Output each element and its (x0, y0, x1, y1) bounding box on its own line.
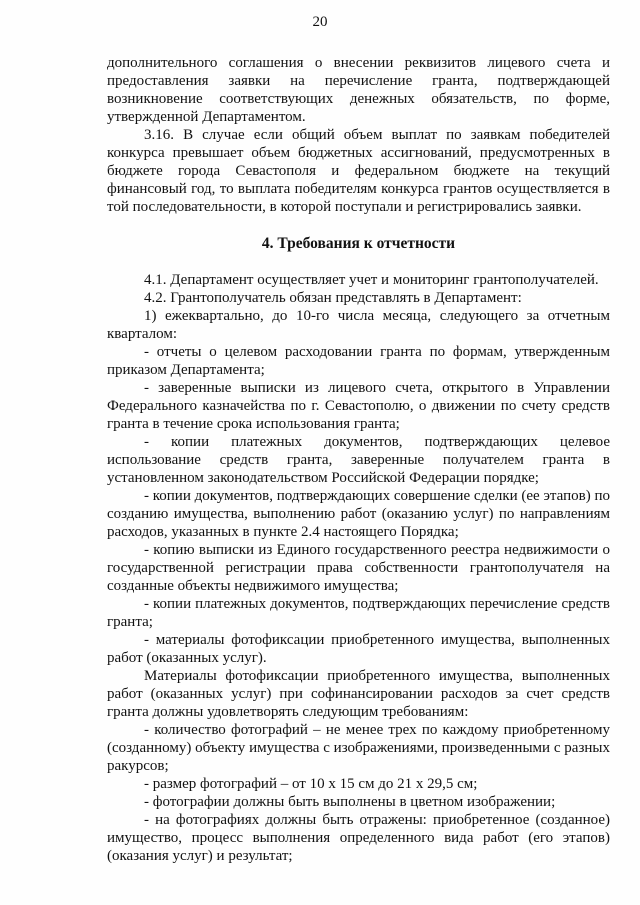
paragraph: - размер фотографий – от 10 х 15 см до 21 х 29,5 см; (144, 776, 478, 792)
paragraph: - на фотографиях должны быть отражены: приобретенное (созданное) имущество, процесс выполнения определенного вида работ (его этапов) (оказания услуг) и результат; (107, 812, 610, 864)
paragraph: - заверенные выписки из лицевого счета, открытого в Управлении Федерального казначейства по г. Севастополю, о движении по счету средств гранта в течение срока использования гранта; (107, 380, 610, 432)
page-number: 20 (312, 14, 328, 30)
paragraph: - материалы фотофиксации приобретенного имущества, выполненных работ (оказанных услуг). (107, 632, 610, 666)
document-body (107, 54, 610, 865)
paragraphs-before (107, 54, 610, 216)
paragraph: дополнительного соглашения о внесении реквизитов лицевого счета и предоставления заявки на перечисление гранта, подтверждающей возникновение соответствующих денежных обязательств, по форме, утвержденной Департаментом. (107, 55, 610, 125)
paragraph: 4.1. Департамент осуществляет учет и мониторинг грантополучателей. (144, 272, 599, 288)
paragraph: Материалы фотофиксации приобретенного имущества, выполненных работ (оказанных услуг) при софинансировании расходов за счет средств гранта должны удовлетворять следующим требованиям: (107, 668, 610, 720)
paragraph: - копии документов, подтверждающих совершение сделки (ее этапов) по созданию имущества, выполнению работ (оказанию услуг) по направлениям расходов, указанных в пункте 2.4 настоящего Порядка; (107, 488, 610, 540)
paragraph: - копию выписки из Единого государственного реестра недвижимости о государственной регистрации права собственности грантополучателя на созданные объекты недвижимого имущества; (107, 542, 610, 594)
paragraph: - фотографии должны быть выполнены в цветном изображении; (144, 794, 556, 810)
paragraphs-after (107, 271, 610, 865)
paragraph: - копии платежных документов, подтверждающих целевое использование средств гранта, заверенные получателем гранта в установленном законодательством Российской Федерации порядке; (107, 434, 610, 486)
section-heading: 4. Требования к отчетности (261, 235, 456, 252)
paragraph: - копии платежных документов, подтверждающих перечисление средств гранта; (107, 596, 610, 630)
paragraph: - количество фотографий – не менее трех по каждому приобретенному (созданному) объекту имущества с изображениями, произведенными с разных ракурсов; (107, 722, 610, 774)
paragraph: - отчеты о целевом расходовании гранта по формам, утвержденным приказом Департамента; (107, 344, 610, 378)
paragraph: 3.16. В случае если общий объем выплат по заявкам победителей конкурса превышает объем бюджетных ассигнований, предусмотренных в бюджете города Севастополя и федеральном бюджете на текущий финансовый год, то выплата победителям конкурса грантов осуществляется в той последовательности, в которой поступали и регистрировались заявки. (107, 127, 610, 215)
paragraph: 1) ежеквартально, до 10-го числа месяца, следующего за отчетным кварталом: (107, 308, 610, 342)
paragraph: 4.2. Грантополучатель обязан представлять в Департамент: (144, 290, 522, 306)
